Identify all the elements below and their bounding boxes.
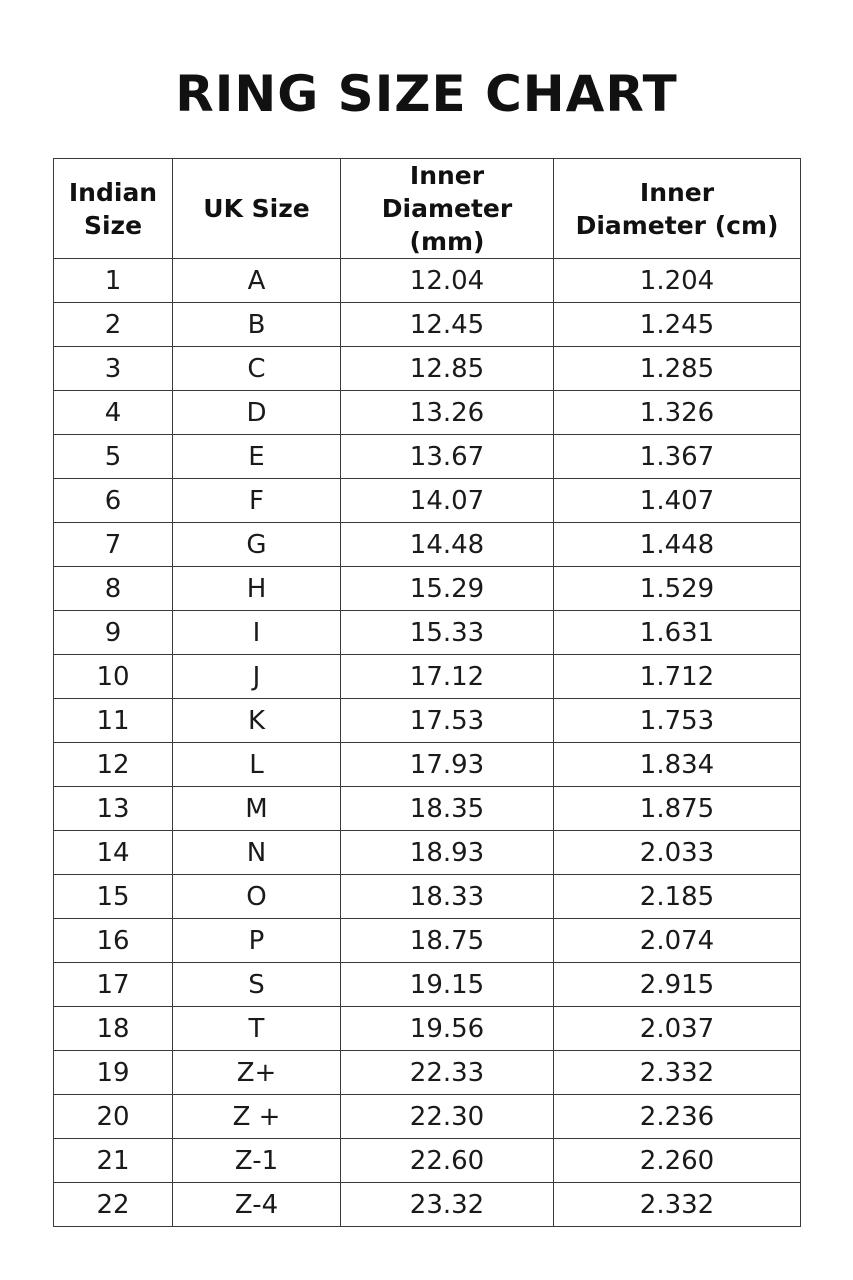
inner-diameter-mm-cell: 23.32 [341,1183,554,1227]
inner-diameter-cm-cell: 1.245 [554,303,801,347]
inner-diameter-cm-cell: 2.915 [554,963,801,1007]
indian-size-cell: 8 [54,567,173,611]
table-header [54,159,801,259]
uk-size-cell: M [173,787,341,831]
table-row [54,523,801,567]
inner-diameter-cm-cell: 1.753 [554,699,801,743]
table-row [54,963,801,1007]
inner-diameter-cm-cell: 2.260 [554,1139,801,1183]
header-inner-diameter-cm [554,159,801,259]
table-row [54,1007,801,1051]
indian-size-cell: 9 [54,611,173,655]
uk-size-cell: G [173,523,341,567]
table-row [54,743,801,787]
table-row [54,1139,801,1183]
table-row [54,435,801,479]
inner-diameter-cm-cell: 2.332 [554,1051,801,1095]
inner-diameter-mm-cell: 17.53 [341,699,554,743]
table-row [54,1183,801,1227]
inner-diameter-cm-cell: 1.529 [554,567,801,611]
inner-diameter-cm-cell: 1.448 [554,523,801,567]
inner-diameter-mm-cell: 22.60 [341,1139,554,1183]
inner-diameter-mm-cell: 19.15 [341,963,554,1007]
table-row [54,611,801,655]
inner-diameter-cm-cell: 1.834 [554,743,801,787]
uk-size-cell: Z+ [173,1051,341,1095]
table-row [54,875,801,919]
table-row [54,347,801,391]
inner-diameter-cm-cell: 1.631 [554,611,801,655]
inner-diameter-mm-cell: 18.75 [341,919,554,963]
uk-size-cell: A [173,259,341,303]
indian-size-cell: 4 [54,391,173,435]
inner-diameter-cm-cell: 1.712 [554,655,801,699]
inner-diameter-cm-cell: 2.074 [554,919,801,963]
ring-size-table [53,158,801,1227]
indian-size-cell: 12 [54,743,173,787]
uk-size-cell: E [173,435,341,479]
inner-diameter-mm-cell: 22.30 [341,1095,554,1139]
table-row [54,391,801,435]
uk-size-cell: P [173,919,341,963]
uk-size-cell: D [173,391,341,435]
indian-size-cell: 11 [54,699,173,743]
header-inner-diameter-mm [341,159,554,259]
header-indian-size [54,159,173,259]
inner-diameter-mm-cell: 14.07 [341,479,554,523]
uk-size-cell: C [173,347,341,391]
table-row [54,259,801,303]
table-row [54,303,801,347]
uk-size-cell: J [173,655,341,699]
inner-diameter-mm-cell: 14.48 [341,523,554,567]
header-inner-diameter-cm-line-1: Inner [639,177,715,207]
table-row [54,479,801,523]
table-row [54,1051,801,1095]
header-inner-diameter-mm-line-2: Diameter (mm) [381,194,513,256]
header-inner-diameter-mm-line-1: Inner [409,161,485,190]
indian-size-cell: 19 [54,1051,173,1095]
uk-size-cell: T [173,1007,341,1051]
inner-diameter-cm-cell: 2.332 [554,1183,801,1227]
header-uk-size [173,159,341,259]
uk-size-cell: N [173,831,341,875]
table-row [54,1095,801,1139]
indian-size-cell: 5 [54,435,173,479]
uk-size-cell: O [173,875,341,919]
inner-diameter-mm-cell: 15.33 [341,611,554,655]
table-body [54,259,801,1227]
uk-size-cell: B [173,303,341,347]
indian-size-cell: 16 [54,919,173,963]
uk-size-cell: L [173,743,341,787]
table-row [54,699,801,743]
table-row [54,787,801,831]
inner-diameter-mm-cell: 12.45 [341,303,554,347]
indian-size-cell: 7 [54,523,173,567]
inner-diameter-mm-cell: 12.04 [341,259,554,303]
header-inner-diameter-cm-line-2: Diameter (cm) [575,210,779,240]
indian-size-cell: 3 [54,347,173,391]
uk-size-cell: K [173,699,341,743]
uk-size-cell: Z-4 [173,1183,341,1227]
inner-diameter-mm-cell: 13.26 [341,391,554,435]
inner-diameter-cm-cell: 2.037 [554,1007,801,1051]
indian-size-cell: 2 [54,303,173,347]
inner-diameter-mm-cell: 17.93 [341,743,554,787]
inner-diameter-cm-cell: 1.285 [554,347,801,391]
uk-size-cell: F [173,479,341,523]
indian-size-cell: 21 [54,1139,173,1183]
uk-size-cell: I [173,611,341,655]
indian-size-cell: 17 [54,963,173,1007]
indian-size-cell: 15 [54,875,173,919]
inner-diameter-cm-cell: 1.367 [554,435,801,479]
inner-diameter-mm-cell: 18.35 [341,787,554,831]
header-row [54,159,801,259]
indian-size-cell: 22 [54,1183,173,1227]
inner-diameter-cm-cell: 2.185 [554,875,801,919]
inner-diameter-cm-cell: 1.407 [554,479,801,523]
indian-size-cell: 6 [54,479,173,523]
table-row [54,831,801,875]
indian-size-cell: 18 [54,1007,173,1051]
inner-diameter-cm-cell: 1.326 [554,391,801,435]
uk-size-cell: Z-1 [173,1139,341,1183]
table-row [54,919,801,963]
header-uk-size-line-1: UK Size [203,194,310,223]
inner-diameter-cm-cell: 2.033 [554,831,801,875]
uk-size-cell: Z + [173,1095,341,1139]
inner-diameter-mm-cell: 19.56 [341,1007,554,1051]
indian-size-cell: 10 [54,655,173,699]
uk-size-cell: S [173,963,341,1007]
table-row [54,655,801,699]
uk-size-cell: H [173,567,341,611]
header-indian-size-line-2: Size [83,210,143,240]
inner-diameter-mm-cell: 15.29 [341,567,554,611]
indian-size-cell: 1 [54,259,173,303]
inner-diameter-cm-cell: 1.875 [554,787,801,831]
table-row [54,567,801,611]
inner-diameter-mm-cell: 13.67 [341,435,554,479]
indian-size-cell: 20 [54,1095,173,1139]
inner-diameter-cm-cell: 1.204 [554,259,801,303]
inner-diameter-mm-cell: 18.33 [341,875,554,919]
header-indian-size-line-1: Indian [68,177,158,207]
indian-size-cell: 14 [54,831,173,875]
inner-diameter-mm-cell: 22.33 [341,1051,554,1095]
inner-diameter-mm-cell: 18.93 [341,831,554,875]
indian-size-cell: 13 [54,787,173,831]
inner-diameter-cm-cell: 2.236 [554,1095,801,1139]
page-title: RING SIZE CHART [175,65,678,123]
inner-diameter-mm-cell: 12.85 [341,347,554,391]
inner-diameter-mm-cell: 17.12 [341,655,554,699]
